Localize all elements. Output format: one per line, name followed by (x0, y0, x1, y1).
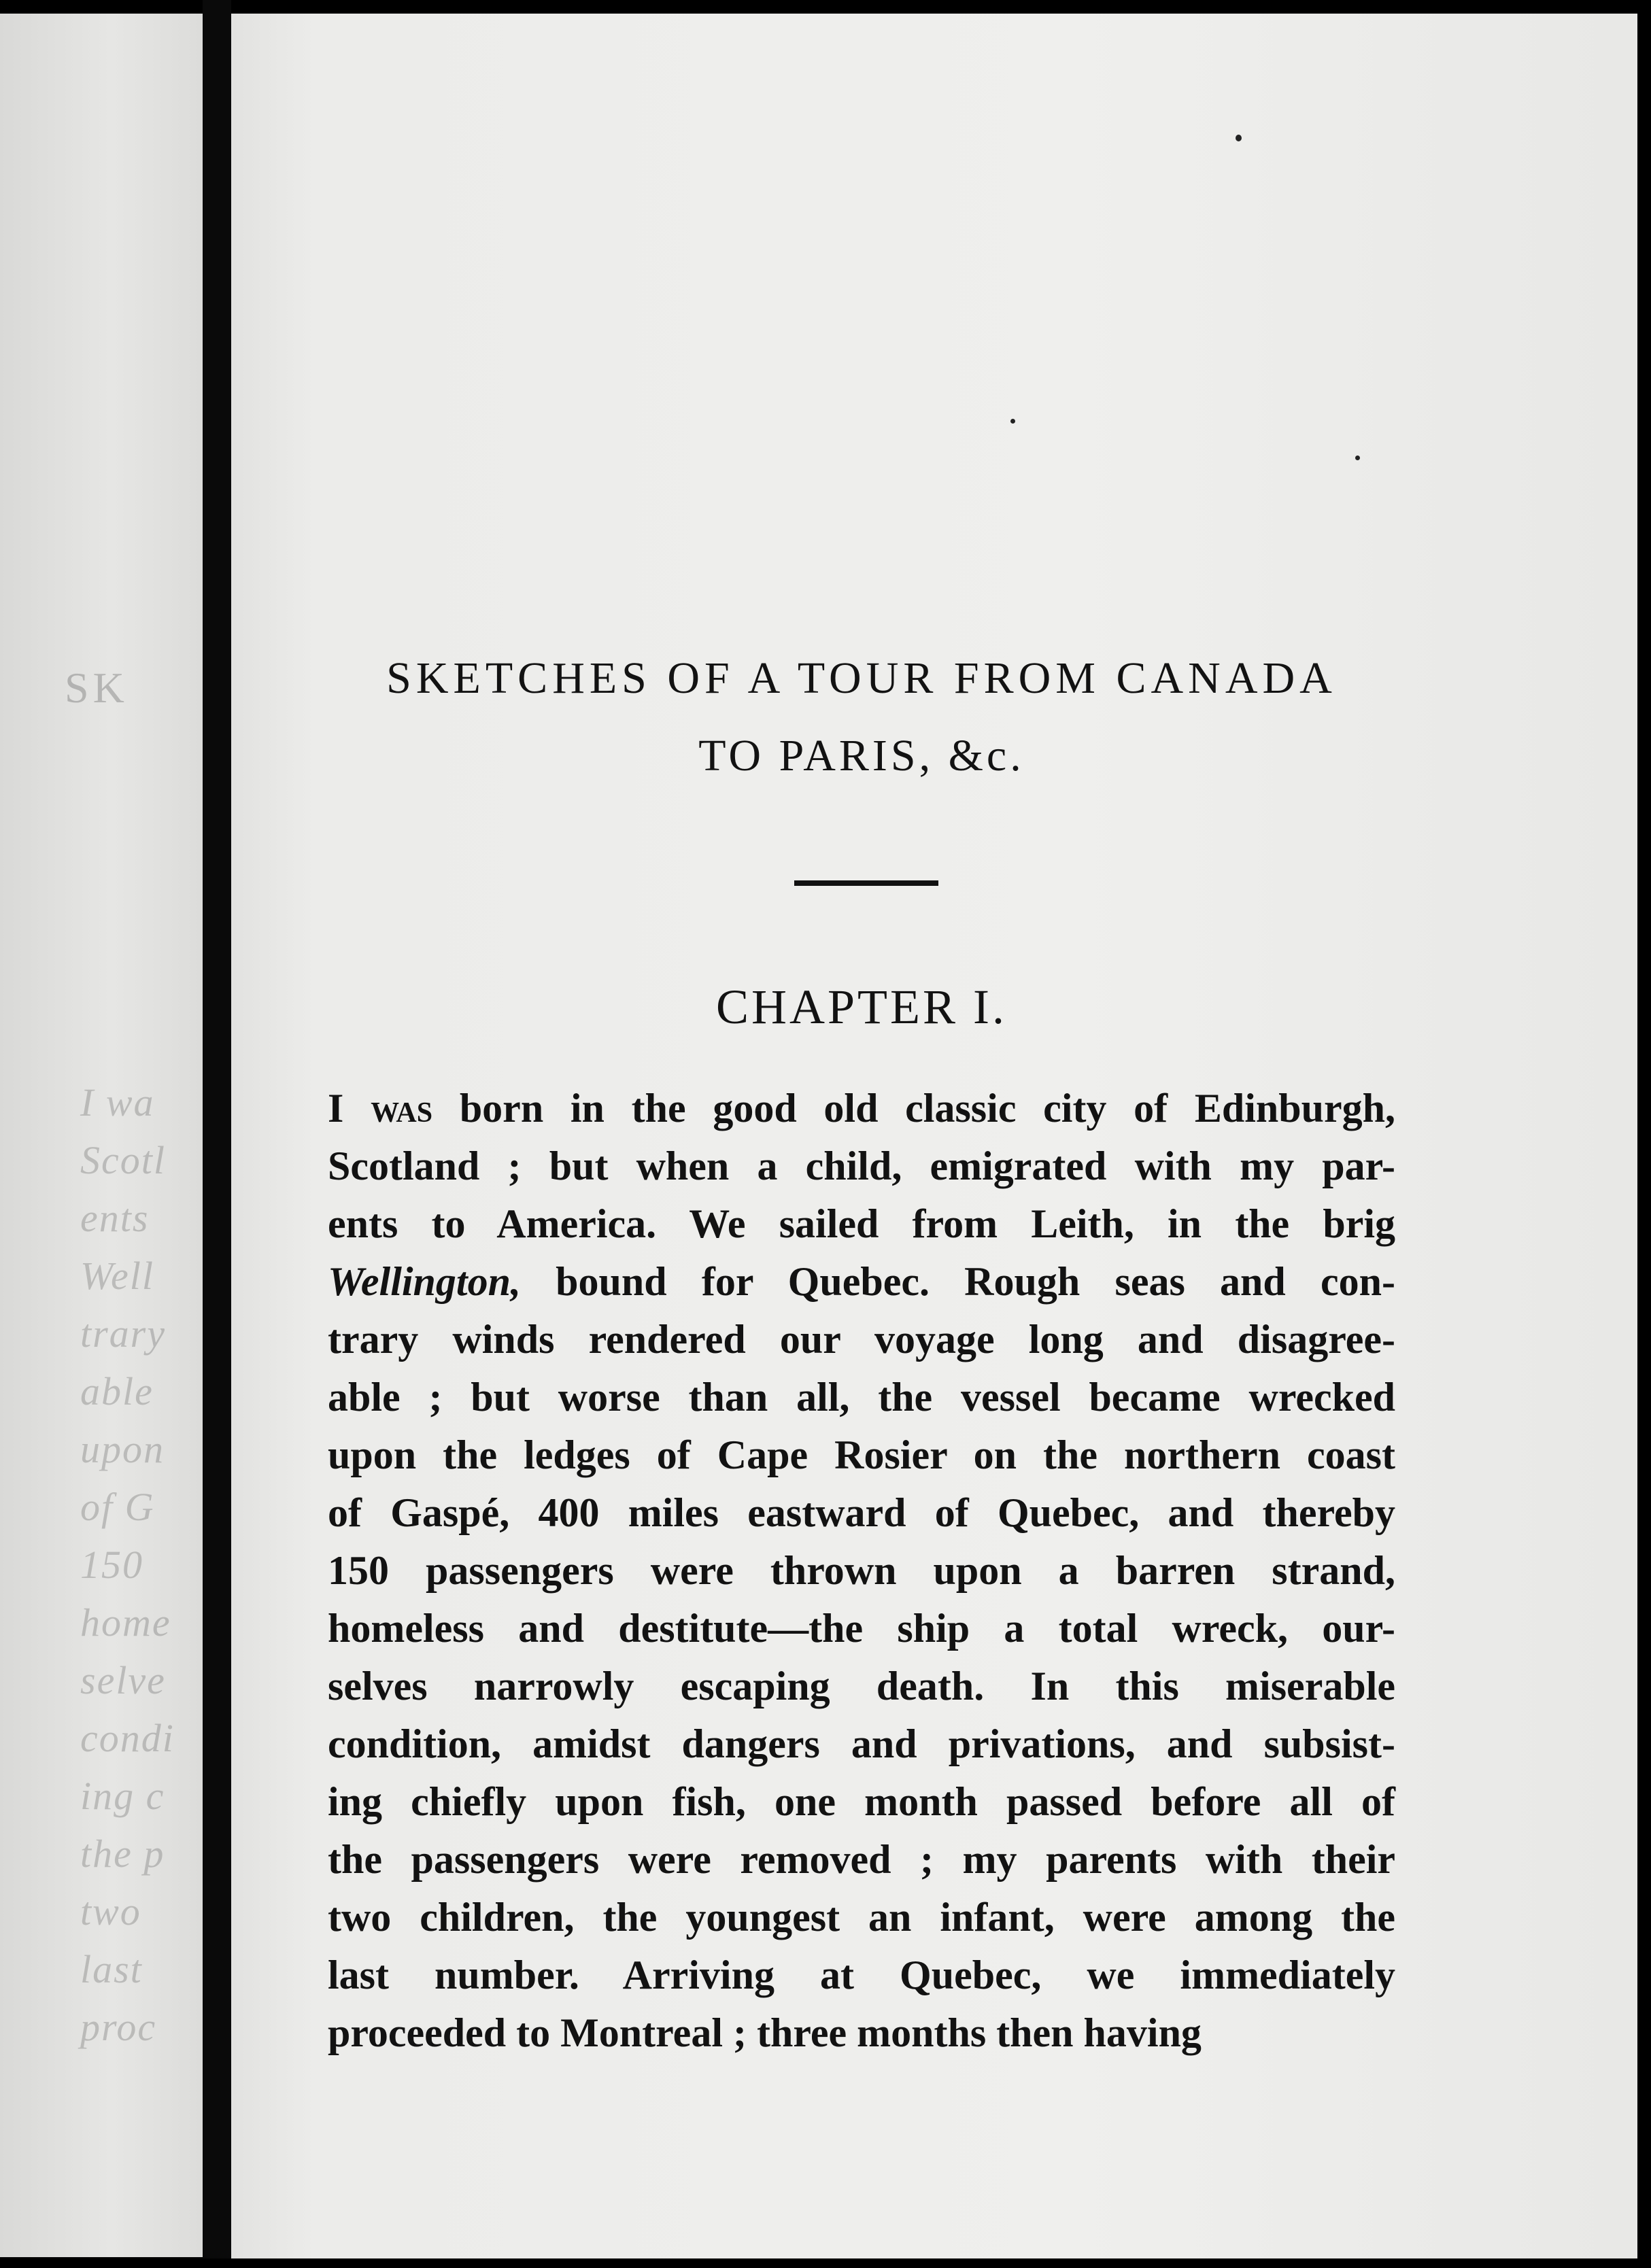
body-line-text: born in the good old classic city of Edinburgh, (432, 1086, 1395, 1131)
body-line: upon the ledges of Cape Rosier on the northern coast (328, 1432, 1395, 1477)
opening-word: I (328, 1086, 371, 1131)
opening-small-caps: was (371, 1086, 433, 1131)
body-line-text: bound for Quebec. Rough seas and con- (520, 1259, 1395, 1304)
scan-speck (1355, 456, 1360, 460)
facing-page-line: upon (80, 1427, 165, 1471)
facing-page-line: proc (80, 2005, 157, 2049)
facing-page-line: I wa (80, 1080, 155, 1124)
body-line: 150 passengers were thrown upon a barren strand, (328, 1548, 1395, 1593)
book-gutter (203, 0, 231, 2268)
body-line: Scotland ; but when a child, emigrated with my par- (328, 1144, 1395, 1188)
body-line: proceeded to Montreal ; three months then having (328, 2010, 1202, 2055)
body-line: last number. Arriving at Quebec, we immediately (328, 1953, 1395, 1997)
ship-name-italic: Wellington, (328, 1259, 521, 1304)
body-line: ing chiefly upon fish, one month passed before all of (328, 1779, 1395, 1824)
body-line: able ; but worse than all, the vessel became wrecked (328, 1375, 1395, 1420)
facing-page-line: ing c (80, 1774, 165, 1818)
facing-page-heading-fragment: SK (65, 664, 129, 712)
body-line: the passengers were removed ; my parents with their (328, 1837, 1395, 1882)
body-line (328, 1253, 1395, 1311)
facing-page-line: of G (80, 1485, 155, 1529)
title-divider-rule (794, 880, 938, 886)
chapter-heading: CHAPTER I. (715, 980, 1008, 1034)
body-line (328, 1080, 1395, 1137)
facing-page-line: home (80, 1600, 171, 1645)
book-page (231, 14, 1637, 2258)
facing-page-line: condi (80, 1716, 175, 1760)
facing-page (0, 14, 203, 2257)
body-line: trary winds rendered our voyage long and disagree- (328, 1317, 1395, 1362)
facing-page-line: the p (80, 1832, 165, 1876)
facing-page-line: two (80, 1889, 141, 1934)
facing-page-line: last (80, 1947, 143, 1991)
facing-page-line: selve (80, 1658, 166, 1702)
chapter-body (328, 1080, 1395, 2062)
book-title-line-2: TO PARIS, &c. (698, 731, 1025, 780)
body-line: condition, amidst dangers and privations, and subsist- (328, 1721, 1395, 1766)
facing-page-line: Well (80, 1254, 154, 1298)
facing-page-line: trary (80, 1311, 166, 1356)
body-line: of Gaspé, 400 miles eastward of Quebec, and thereby (328, 1490, 1395, 1535)
body-line: ents to America. We sailed from Leith, in the brig (328, 1201, 1395, 1246)
facing-page-line: Scotl (80, 1138, 166, 1182)
body-line: selves narrowly escaping death. In this miserable (328, 1664, 1395, 1708)
scan-speck (1010, 419, 1015, 424)
facing-page-line: ents (80, 1196, 150, 1240)
scan-border-right (1637, 0, 1651, 2268)
book-title-line-1: SKETCHES OF A TOUR FROM CANADA (386, 653, 1337, 703)
body-line: two children, the youngest an infant, were among the (328, 1895, 1395, 1940)
body-line: homeless and destitute—the ship a total wreck, our- (328, 1606, 1395, 1651)
facing-page-line: 150 (80, 1543, 143, 1587)
scan-border-bottom (0, 2258, 1651, 2268)
facing-page-line: able (80, 1369, 154, 1413)
scan-speck (1236, 135, 1242, 141)
